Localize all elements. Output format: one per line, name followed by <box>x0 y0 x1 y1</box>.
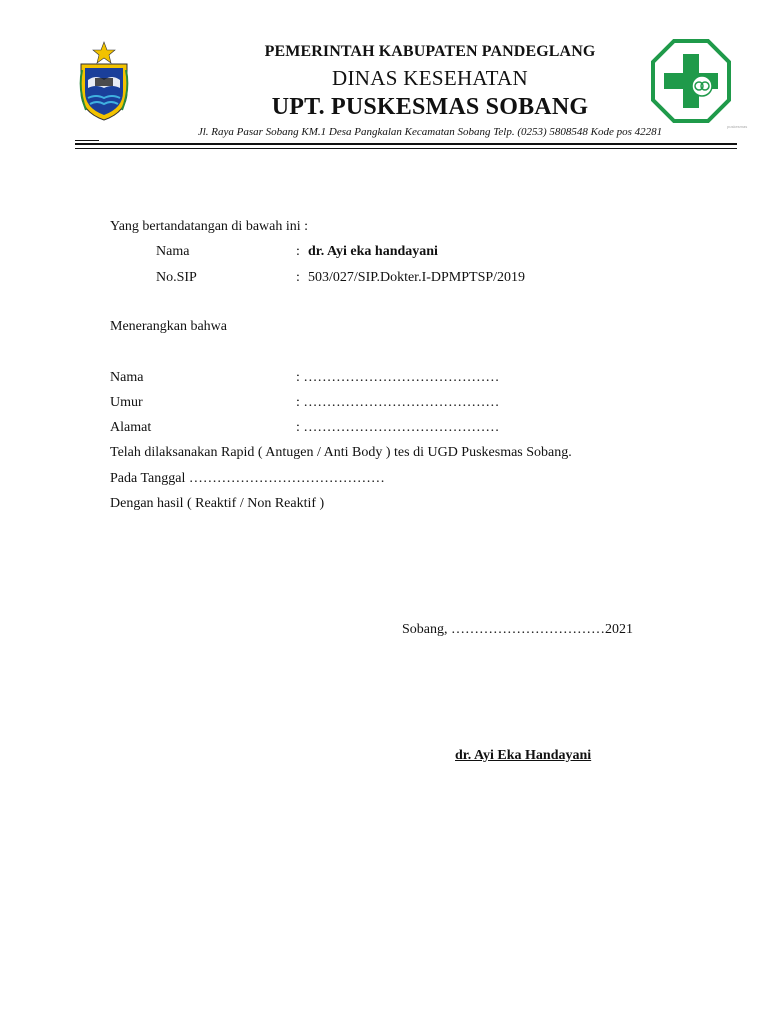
header-divider-thin <box>75 148 737 149</box>
logo-caption: puskesmas <box>727 124 748 129</box>
patient-name-label: Nama <box>110 370 144 385</box>
signer-name-colon: : <box>296 244 300 259</box>
government-name: PEMERINTAH KABUPATEN PANDEGLANG <box>264 43 596 60</box>
signer-name-value: dr. Ayi eka handayani <box>308 244 438 259</box>
patient-age-label: Umur <box>110 395 143 410</box>
signer-name-label: Nama <box>156 244 190 259</box>
place-date: Sobang, ……………………………2021 <box>402 622 633 637</box>
signer-sip-value: 503/027/SIP.Dokter.I-DPMPTSP/2019 <box>308 270 526 285</box>
signer-sip-colon: : <box>296 270 300 285</box>
signer-intro: Yang bertandatangan di bawah ini : <box>110 219 309 234</box>
signer-signature-name: dr. Ayi Eka Handayani <box>455 748 592 763</box>
patient-address-label: Alamat <box>110 420 152 435</box>
patient-name-blank: : …………………………………… <box>296 370 500 385</box>
department-name: DINAS KESEHATAN <box>332 66 528 90</box>
institution-address: Jl. Raya Pasar Sobang KM.1 Desa Pangkalan Kecamatan Sobang Telp. (0253) 5808548 Kode pos 42281 <box>197 126 663 138</box>
statement-lead: Menerangkan bahwa <box>110 319 228 334</box>
signer-sip-label: No.SIP <box>156 270 197 285</box>
puskesmas-cross-icon <box>650 38 732 124</box>
test-result-line: Dengan hasil ( Reaktif / Non Reaktif ) <box>110 496 325 511</box>
test-statement: Telah dilaksanakan Rapid ( Antugen / Anti Body ) tes di UGD Puskesmas Sobang. <box>110 445 572 460</box>
patient-address-blank: : …………………………………… <box>296 420 500 435</box>
test-date-line: Pada Tanggal …………………………………… <box>110 471 385 486</box>
institution-name: UPT. PUSKESMAS SOBANG <box>271 94 589 120</box>
header-stub-line <box>75 140 99 141</box>
header-divider-thick <box>75 143 737 145</box>
regency-crest-icon <box>78 40 130 122</box>
patient-age-blank: : …………………………………… <box>296 395 500 410</box>
